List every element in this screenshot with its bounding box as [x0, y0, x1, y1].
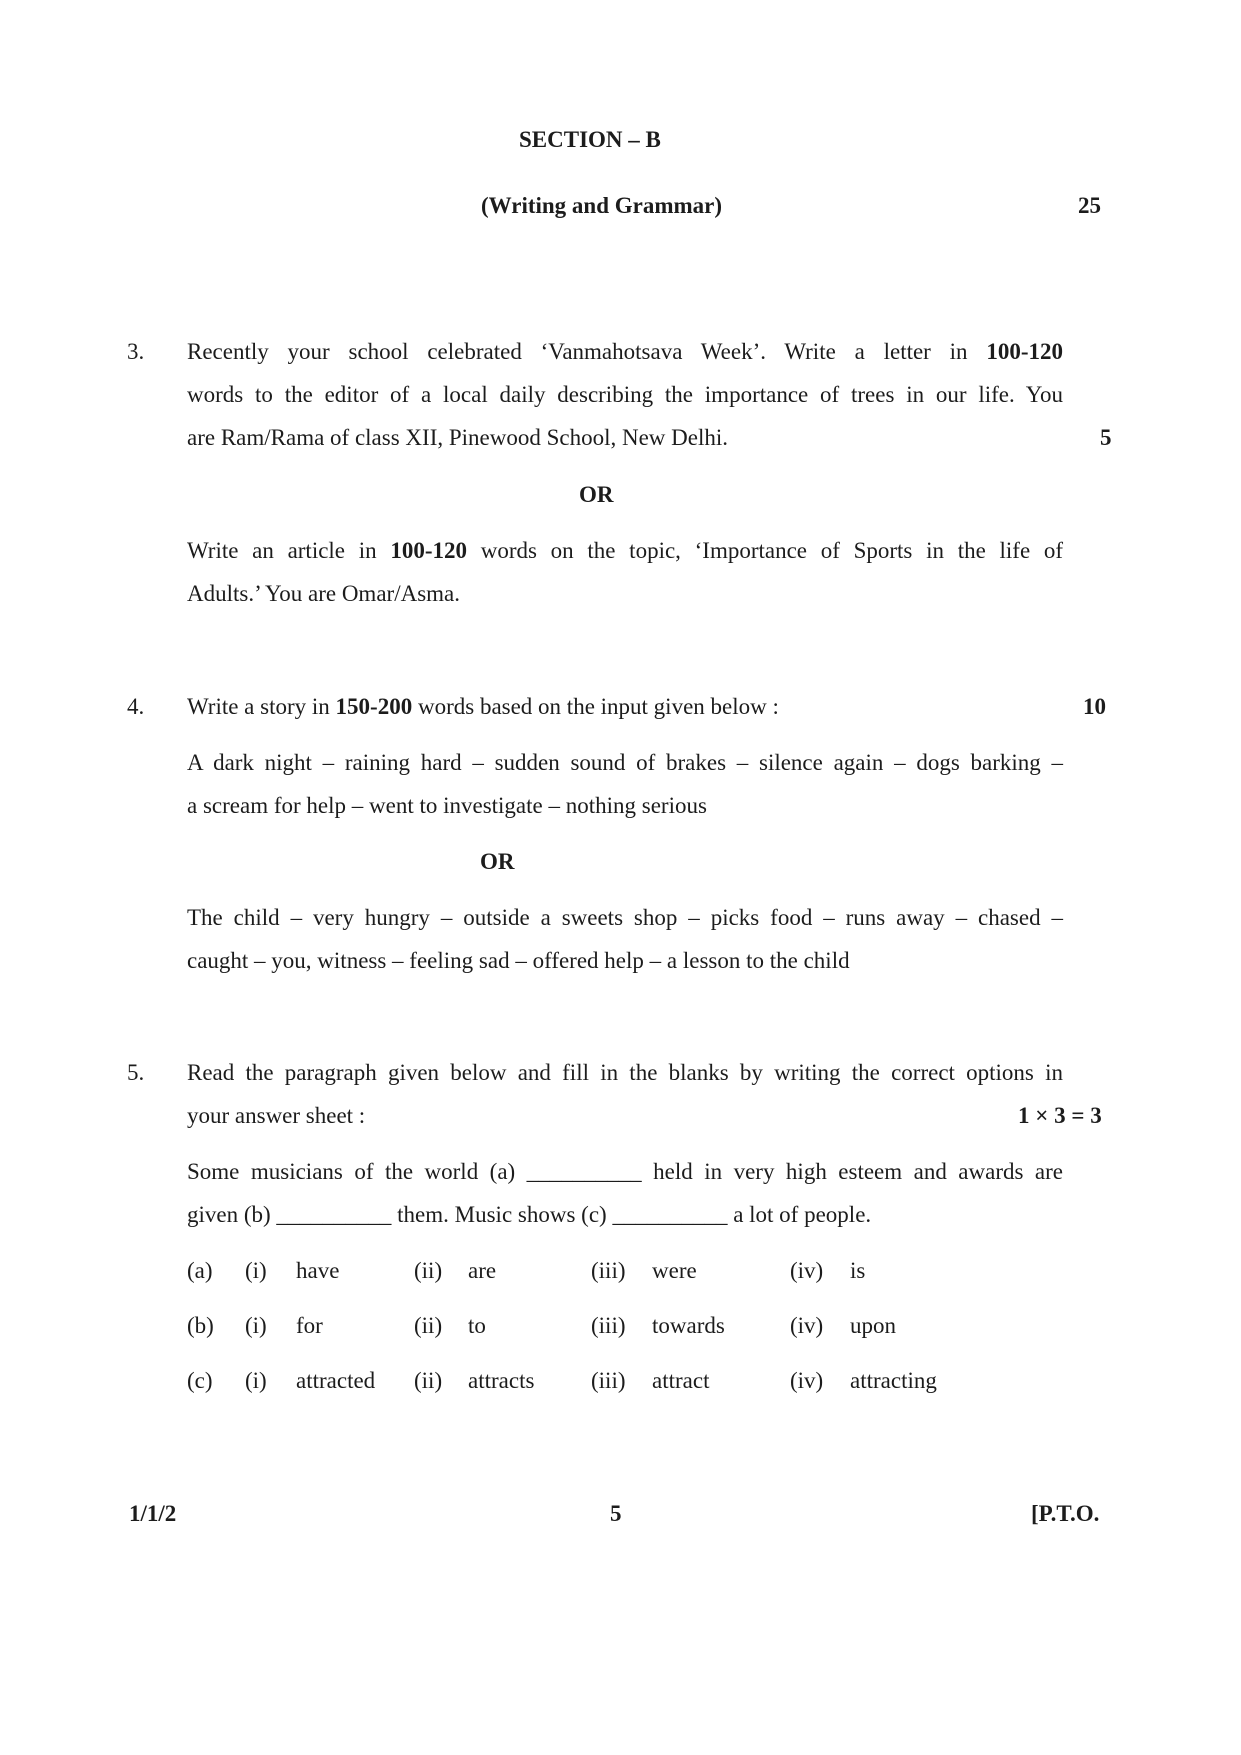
- option-numeral: (i): [245, 1258, 267, 1283]
- q3-line1-text: Recently your school celebrated ‘Vanmahotsava Week’. Write a letter in: [187, 339, 968, 364]
- question-3-line-2: words to the editor of a local daily describing the importance of trees in our life. You: [187, 382, 1063, 407]
- section-title: SECTION – B: [519, 127, 661, 152]
- question-4-input-1-line-1: A dark night – raining hard – sudden sound of brakes – silence again – dogs barking –: [187, 750, 1063, 775]
- q3-alt-text-a: Write an article in: [187, 538, 377, 563]
- question-5-marks: 1 × 3 = 3: [1018, 1103, 1102, 1128]
- option-choice: are: [468, 1258, 497, 1283]
- question-5-line-1: Read the paragraph given below and fill in the blanks by writing the correct options in: [187, 1060, 1063, 1085]
- question-3-number: 3.: [127, 339, 145, 364]
- option-numeral: (ii): [414, 1368, 443, 1393]
- question-4-number: 4.: [127, 694, 145, 719]
- option-numeral: (iii): [591, 1313, 626, 1338]
- option-choice: have: [296, 1258, 340, 1283]
- q3-alt-word-limit: 100-120: [390, 538, 468, 563]
- option-choice: attract: [652, 1368, 710, 1393]
- option-label: (c): [187, 1368, 213, 1393]
- option-numeral: (iv): [790, 1368, 824, 1393]
- question-5-number: 5.: [127, 1060, 145, 1085]
- option-label: (b): [187, 1313, 214, 1338]
- question-3-alt-line-1: [187, 539, 1063, 562]
- option-numeral: (ii): [414, 1313, 443, 1338]
- question-4-input-2-line-1: The child – very hungry – outside a sweets shop – picks food – runs away – chased –: [187, 905, 1063, 930]
- q4-text-c: words based on the input given below :: [417, 694, 779, 719]
- question-5-paragraph-line-1: Some musicians of the world (a) __________ held in very high esteem and awards are: [187, 1159, 1063, 1184]
- question-4-input-2-line-2: caught – you, witness – feeling sad – offered help – a lesson to the child: [187, 948, 850, 973]
- footer-pto: [P.T.O.: [1031, 1501, 1100, 1526]
- option-choice: is: [850, 1258, 866, 1283]
- option-choice: attracting: [850, 1368, 937, 1393]
- question-4-marks: 10: [1083, 694, 1106, 719]
- option-numeral: (iii): [591, 1368, 626, 1393]
- footer-page-number: 5: [610, 1501, 622, 1526]
- footer-code: 1/1/2: [129, 1501, 177, 1526]
- option-choice: to: [468, 1313, 486, 1338]
- section-marks: 25: [1078, 193, 1101, 218]
- question-5-paragraph-line-2: given (b) __________ them. Music shows (c) __________ a lot of people.: [187, 1202, 872, 1227]
- option-choice: upon: [850, 1313, 896, 1338]
- question-3-or: OR: [579, 482, 614, 507]
- question-5-line-2: your answer sheet :: [187, 1103, 366, 1128]
- option-choice: for: [296, 1313, 323, 1338]
- q4-text-a: Write a story in: [187, 694, 330, 719]
- option-numeral: (ii): [414, 1258, 443, 1283]
- option-numeral: (i): [245, 1313, 267, 1338]
- q3-alt-text-c: words on the topic, ‘Importance of Sports in the life of: [480, 538, 1064, 563]
- question-3-line-1: [187, 340, 1063, 363]
- question-4-input-1-line-2: a scream for help – went to investigate – nothing serious: [187, 793, 707, 818]
- q4-word-limit: 150-200: [335, 694, 413, 719]
- option-numeral: (i): [245, 1368, 267, 1393]
- section-subtitle: (Writing and Grammar): [481, 193, 723, 218]
- question-3-marks: 5: [1100, 425, 1112, 450]
- option-numeral: (iv): [790, 1258, 824, 1283]
- question-3-line-3: are Ram/Rama of class XII, Pinewood School, New Delhi.: [187, 425, 729, 450]
- option-choice: were: [652, 1258, 697, 1283]
- option-label: (a): [187, 1258, 213, 1283]
- question-4-or: OR: [480, 849, 515, 874]
- option-choice: attracts: [468, 1368, 535, 1393]
- option-numeral: (iii): [591, 1258, 626, 1283]
- question-3-alt-line-2: Adults.’ You are Omar/Asma.: [187, 581, 460, 606]
- option-choice: towards: [652, 1313, 725, 1338]
- question-4-line-1: [187, 695, 779, 718]
- option-numeral: (iv): [790, 1313, 824, 1338]
- option-choice: attracted: [296, 1368, 376, 1393]
- q3-word-limit: 100-120: [986, 339, 1063, 364]
